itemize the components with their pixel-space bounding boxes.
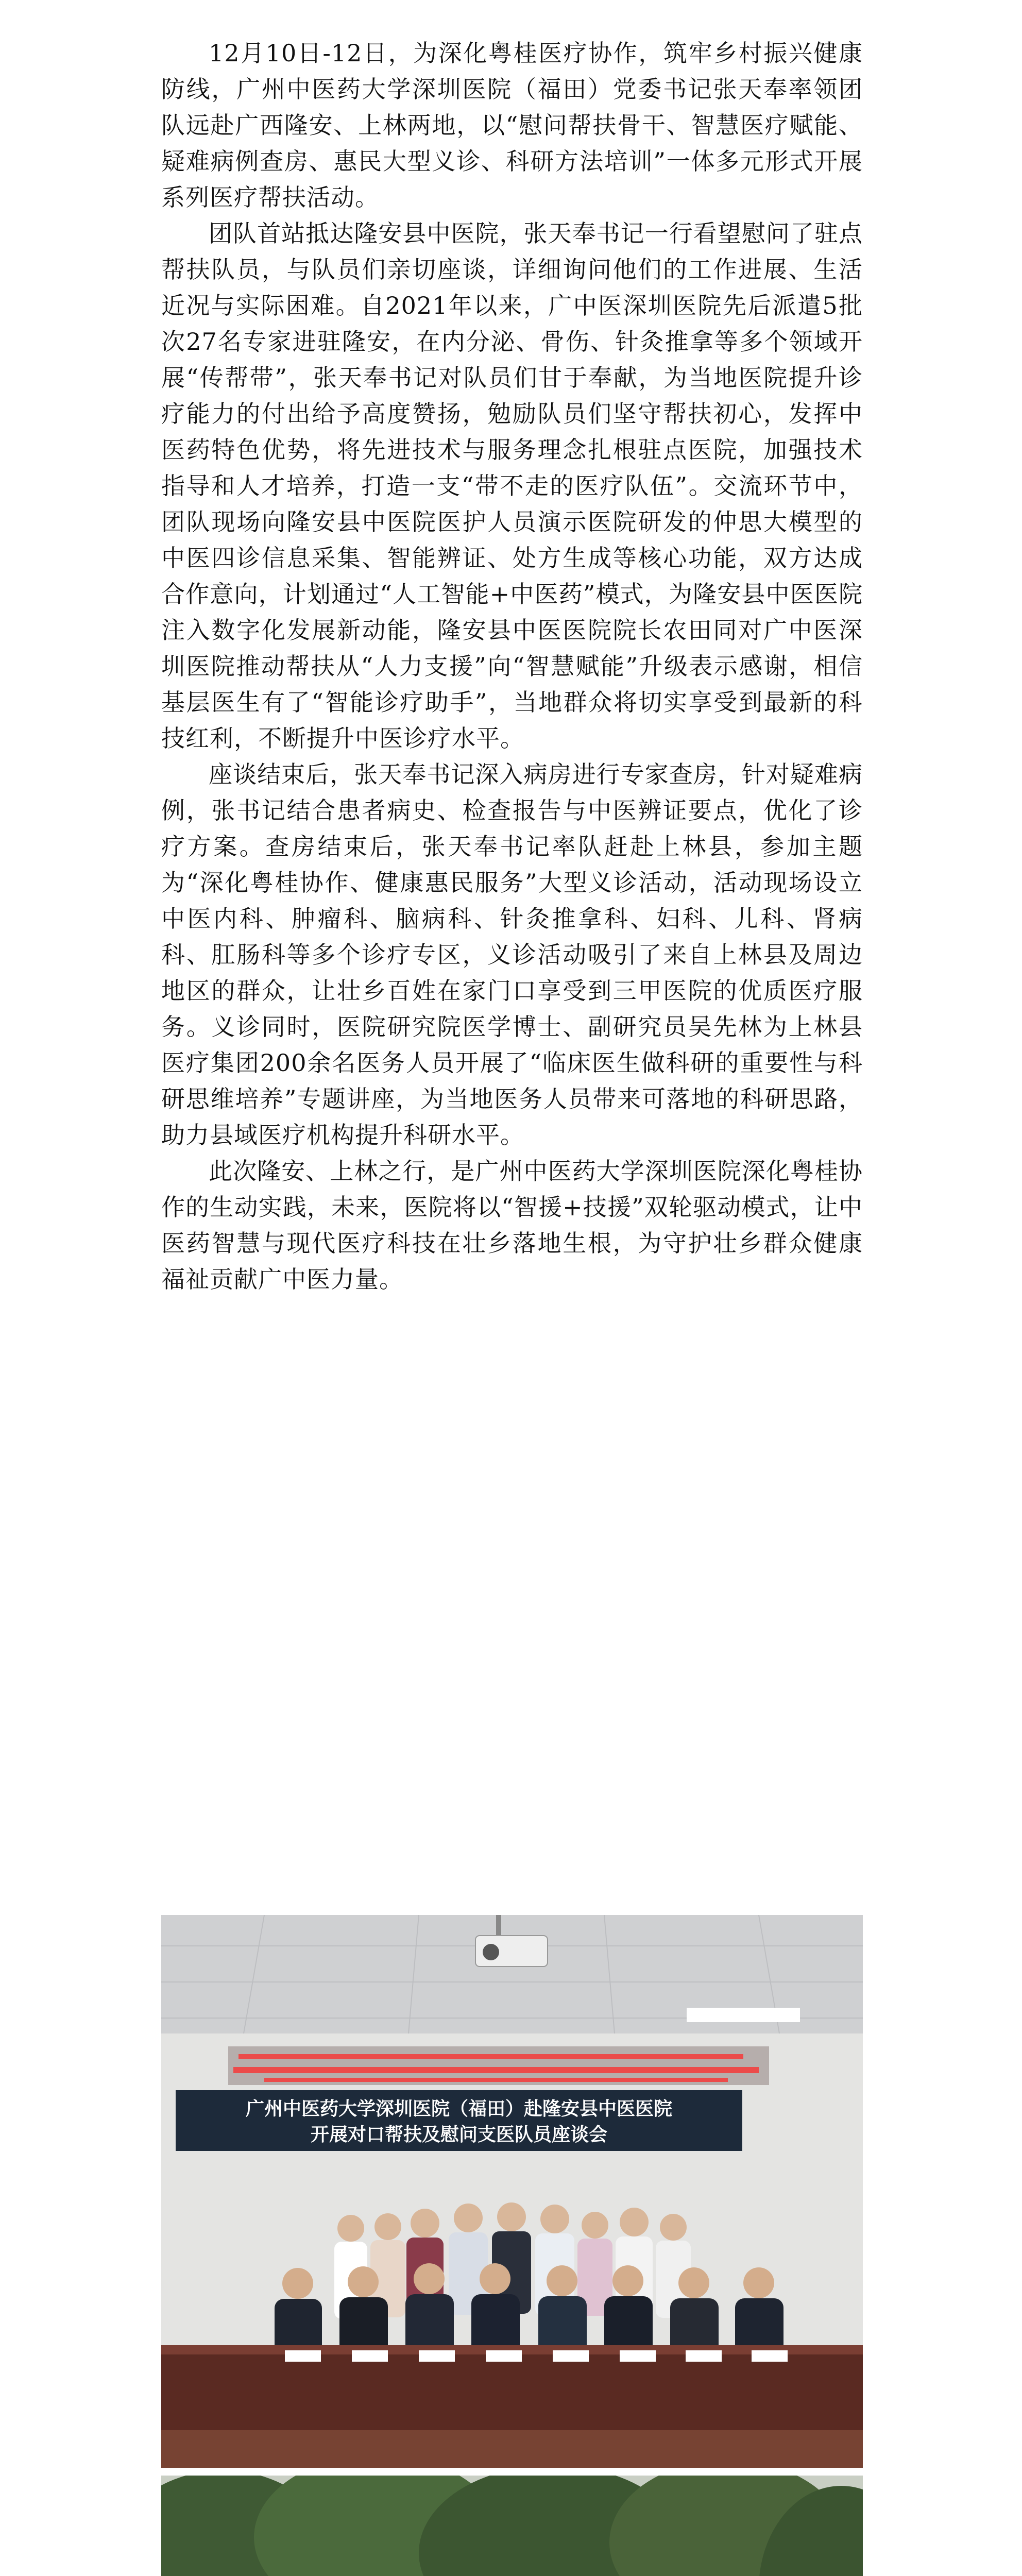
paragraph-2: 团队首站抵达隆安县中医院，张天奉书记一行看望慰问了驻点帮扶队员，与队员们亲切座谈，详细询问他们的工作进展、生活近况与实际困难。自2021年以来，广中医深圳医院先后派遣5批次27名专家进驻隆安，在内分泌、骨伤、针灸推拿等多个领域开展“传帮带”，张天奉书记对队员们甘于奉献，为当地医院提升诊疗能力的付出给予高度赞扬，勉励队员们坚守帮扶初心，发挥中医药特色优势，将先进技术与服务理念扎根驻点医院，加强技术指导和人才培养，打造一支“带不走的医疗队伍”。交流环节中，团队现场向隆安县中医院医护人员演示医院研发的仲思大模型的中医四诊信息采集、智能辨证、处方生成等核心功能，双方达成合作意向，计划通过“人工智能+中医药”模式，为隆安县中医医院注入数字化发展新动能，隆安县中医医院院长农田同对广中医深圳医院推动帮扶从“人力支援”向“智慧赋能”升级表示感谢，相信基层医生有了“智能诊疗助手”，当地群众将切实享受到最新的科技红利，不断提升中医诊疗水平。 — [161, 219, 863, 752]
meeting-banner-line2: 开展对口帮扶及慰问支医队员座谈会 — [310, 2124, 608, 2145]
article-body — [161, 35, 863, 1297]
paragraph-1: 12月10日-12日，为深化粤桂医疗协作，筑牢乡村振兴健康防线，广州中医药大学深圳医院（福田）党委书记张天奉率领团队远赴广西隆安、上林两地，以“慰问帮扶骨干、智慧医疗赋能、疑难病例查房、惠民大型义诊、科研方法培训”一体多元形式开展系列医疗帮扶活动。 — [161, 39, 863, 211]
paragraph-3: 座谈结束后，张天奉书记深入病房进行专家查房，针对疑难病例，张书记结合患者病史、检查报告与中医辨证要点，优化了诊疗方案。查房结束后，张天奉书记率队赶赴上林县，参加主题为“深化粤桂协作、健康惠民服务”大型义诊活动，活动现场设立中医内科、肿瘤科、脑病科、针灸推拿科、妇科、儿科、肾病科、肛肠科等多个诊疗专区，义诊活动吸引了来自上林县及周边地区的群众，让壮乡百姓在家门口享受到三甲医院的优质医疗服务。义诊同时，医院研究院医学博士、副研究员吴先林为上林县医疗集团200余名医务人员开展了“临床医生做科研的重要性与科研思维培养”专题讲座，为当地医务人员带来可落地的科研思路，助力县域医疗机构提升科研水平。 — [161, 760, 863, 1149]
ceiling-light — [687, 2008, 800, 2022]
meeting-photo — [161, 1915, 863, 2468]
meeting-photo-scene — [161, 1915, 863, 2468]
clinic-photo — [161, 2476, 863, 2576]
trees — [161, 2476, 863, 2576]
clinic-photo-scene — [161, 2476, 863, 2576]
chair-row — [161, 2430, 863, 2468]
paragraph-4: 此次隆安、上林之行，是广州中医药大学深圳医院深化粤桂协作的生动实践，未来，医院将以“智援+技援”双轮驱动模式，让中医药智慧与现代医疗科技在壮乡落地生根，为守护壮乡群众健康福祉贡献广中医力量。 — [161, 1157, 863, 1293]
meeting-banner-line1: 广州中医药大学深圳医院（福田）赴隆安县中医医院 — [245, 2098, 673, 2120]
